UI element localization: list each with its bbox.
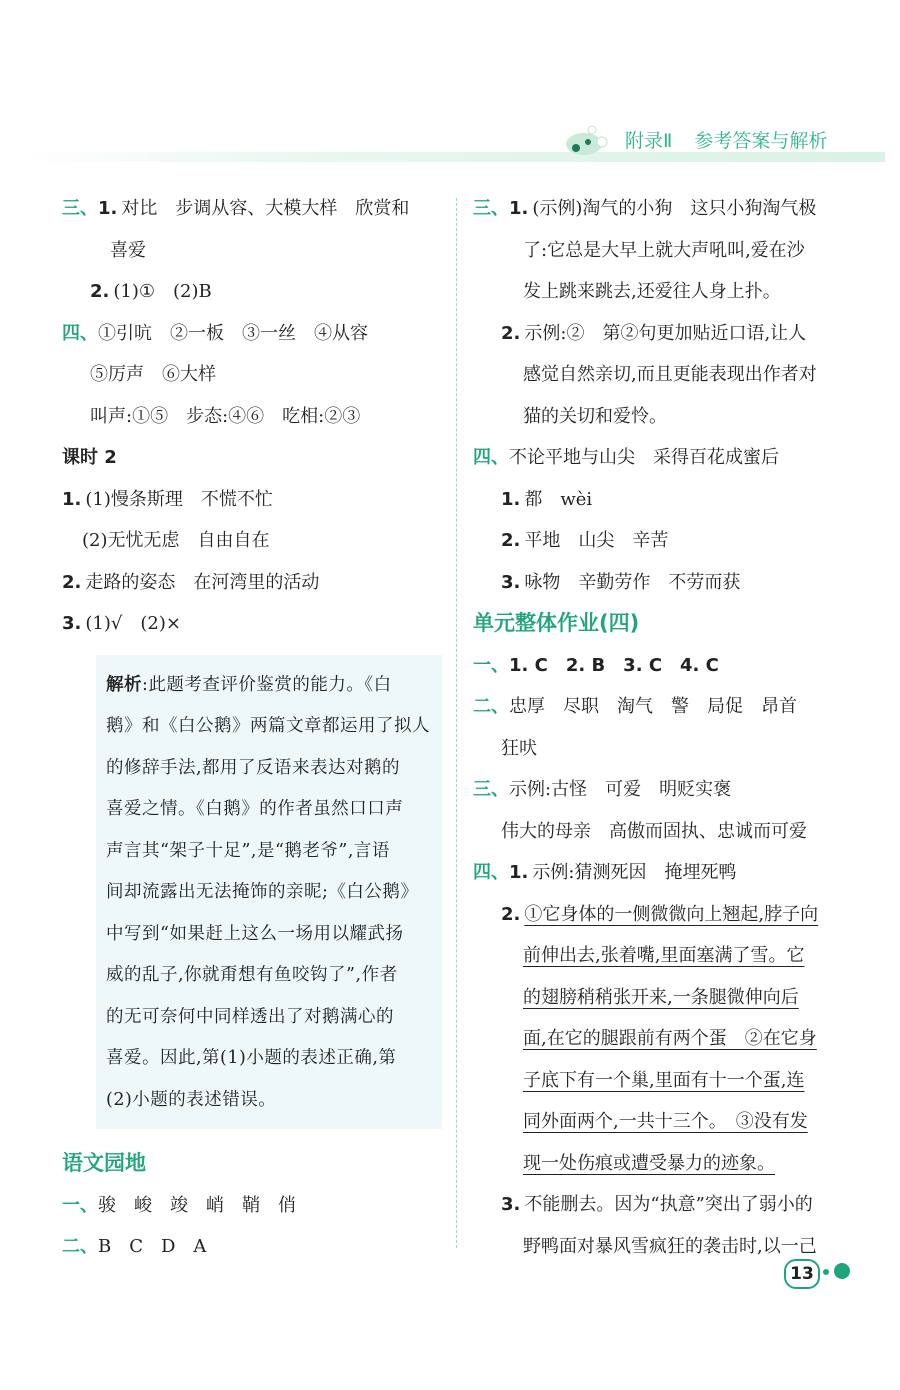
r4-3-num: 3. (501, 571, 521, 593)
u4-2-text: ①它身体的一侧微微向上翘起,脖子向 (524, 903, 819, 925)
analysis-line: 间却流露出无法掩饰的亲昵;《白公鹅》 (106, 882, 419, 902)
left-column (62, 188, 442, 1268)
u4-2-cont: 现一处伤痕或遭受暴力的迹象。 (523, 1152, 775, 1174)
u4-line (473, 852, 858, 894)
g1-mark: 一、 (62, 1194, 98, 1216)
l3-num: 3. (62, 613, 82, 634)
u3-mark: 三、 (473, 779, 509, 800)
l1-b: (2)无忧无虑 自由自在 (82, 530, 270, 551)
u4-mark: 四、 (473, 862, 509, 883)
l3-line (62, 603, 442, 645)
analysis-line: 声言其“架子十足”,是“鹅老爷”,言语 (106, 840, 390, 861)
u4-2-num: 2. (501, 903, 521, 925)
header-appendix: 附录Ⅱ (625, 130, 673, 152)
q3-1-text: 对比 步调从容、大模大样 欣赏和 (121, 198, 410, 219)
q3-1-num: 1. (98, 198, 118, 219)
q4-mark: 四、 (62, 322, 98, 344)
r3-line (473, 188, 858, 230)
page-dot-large-icon (834, 1263, 850, 1279)
q4-line2: ⑤厉声 ⑥大样 (90, 364, 216, 385)
r3-1-text: (示例)淘气的小狗 这只小狗淘气极 (532, 198, 817, 219)
q3-1-cont: 喜爱 (110, 239, 146, 261)
u1-mark: 一、 (473, 654, 509, 676)
q3-2-line (62, 271, 442, 313)
u4-2-cont: 子底下有一个巢,里面有十一个蛋,连 (523, 1069, 805, 1091)
garden-title: 语文园地 (62, 1151, 146, 1175)
r4-mark: 四、 (473, 447, 509, 468)
u4-3-text: 不能删去。因为“执意”突出了弱小的 (524, 1194, 813, 1215)
running-header (625, 126, 827, 153)
r4-1-text: 都 wèi (524, 488, 593, 510)
page-dot-small-icon (823, 1269, 829, 1275)
u4-3-line (473, 1184, 858, 1226)
analysis-line: 鹅》和《白公鹅》两篇文章都运用了拟人 (106, 716, 430, 736)
g2-line (62, 1226, 442, 1268)
u4-2-line (473, 894, 858, 936)
r3-2-text: 示例:② 第②句更加贴近口语,让人 (524, 322, 807, 344)
analysis-key: 解析 (106, 674, 142, 695)
r3-mark: 三、 (473, 198, 509, 219)
q4-line (62, 313, 442, 355)
u4-1-text: 示例:猜测死因 掩埋死鸭 (532, 862, 737, 883)
g1-text: 骏 峻 竣 峭 鞘 俏 (98, 1194, 296, 1216)
r3-2-c: 猫的关切和爱怜。 (523, 405, 667, 427)
u2-text: 忠厚 尽职 淘气 警 局促 昂首 (509, 696, 797, 717)
analysis-line: 中写到“如果赶上这么一场用以耀武扬 (106, 923, 404, 944)
l2-num: 2. (62, 571, 82, 593)
r4-2-num: 2. (501, 530, 521, 551)
q4-line1: ①引吭 ②一板 ③一丝 ④从容 (98, 322, 368, 344)
column-divider (456, 198, 457, 1248)
g2-mark: 二、 (62, 1236, 98, 1257)
analysis-line: 威的乱子,你就甭想有鱼咬钩了”,作者 (106, 965, 398, 985)
u4-2-cont: 面,在它的腿跟前有两个蛋 ②在它身 (523, 1028, 817, 1049)
lesson-2-heading: 课时 2 (62, 447, 117, 468)
u3-text: 示例:古怪 可爱 明贬实褒 (509, 779, 732, 800)
r4-2-text: 平地 山尖 辛苦 (524, 530, 669, 551)
r4-line (473, 437, 858, 479)
u3-line (473, 769, 858, 811)
u1-text: 1. C 2. B 3. C 4. C (509, 654, 719, 676)
l1-num: 1. (62, 488, 82, 510)
right-column (473, 188, 858, 1267)
r4-3-line (473, 562, 858, 604)
analysis-box (96, 655, 442, 1130)
r3-2-num: 2. (501, 322, 521, 344)
analysis-line: 喜爱之情。《白鹅》的作者虽然口口声 (106, 799, 404, 819)
header-bar (15, 152, 885, 162)
q3-2-text: (1)① (2)B (113, 281, 212, 302)
r4-1-line (473, 479, 858, 521)
u2-cont: 狂吠 (501, 737, 537, 759)
u2-mark: 二、 (473, 696, 509, 717)
l1-line (62, 479, 442, 521)
u2-line (473, 686, 858, 728)
unit-title: 单元整体作业(四) (473, 611, 640, 635)
r4-3-text: 咏物 辛勤劳作 不劳而获 (524, 571, 741, 593)
r3-2-line (473, 313, 858, 355)
r3-1-c: 发上跳来跳去,还爱往人身上扑。 (523, 281, 781, 302)
l3-text: (1)√ (2)× (85, 613, 181, 634)
u4-2-cont: 前伸出去,张着嘴,里面塞满了雪。它 (523, 945, 805, 966)
q4-line3: 叫声:①⑤ 步态:④⑥ 吃相:②③ (90, 405, 361, 427)
u4-2-cont: 的翅膀稍稍张开来,一条腿微伸向后 (523, 986, 799, 1008)
r4-2-line (473, 520, 858, 562)
l2-line (62, 562, 442, 604)
q3-2-num: 2. (90, 281, 110, 302)
r3-1-b: 了:它总是大早上就大声吼叫,爱在沙 (523, 239, 805, 261)
g2-text: B C D A (98, 1236, 207, 1257)
analysis-line: 喜爱。因此,第(1)小题的表述正确,第 (106, 1048, 397, 1068)
q3-mark: 三、 (62, 198, 98, 219)
r4-1-num: 1. (501, 488, 521, 510)
g1-line (62, 1185, 442, 1227)
u4-3-cont: 野鸭面对暴风雪疯狂的袭击时,以一己 (523, 1235, 817, 1257)
l2-text: 走路的姿态 在河湾里的活动 (85, 571, 320, 593)
u4-3-num: 3. (501, 1194, 521, 1215)
q3-line (62, 188, 442, 230)
analysis-line: 的无可奈何中同样透出了对鹅满心的 (106, 1006, 394, 1027)
r3-2-b: 感觉自然亲切,而且更能表现出作者对 (523, 364, 817, 385)
analysis-line: 的修辞手法,都用了反语来表达对鹅的 (106, 757, 401, 778)
r3-1-num: 1. (509, 198, 529, 219)
header-title: 参考答案与解析 (694, 130, 828, 152)
r4-text: 不论平地与山尖 采得百花成蜜后 (509, 447, 779, 468)
header-decoration-icon (562, 118, 612, 158)
analysis-line: (2)小题的表述错误。 (106, 1089, 277, 1110)
u1-line (473, 645, 858, 687)
page-number: 13 (784, 1259, 820, 1289)
analysis-line: 解析:此题考查评价鉴赏的能力。《白 (106, 674, 392, 695)
l1-a: (1)慢条斯理 不慌不忙 (85, 488, 273, 510)
u4-2-cont: 同外面两个,一共十三个。 ③没有发 (523, 1111, 808, 1132)
u3-cont: 伟大的母亲 高傲而固执、忠诚而可爱 (501, 820, 807, 842)
u4-1-num: 1. (509, 862, 529, 883)
